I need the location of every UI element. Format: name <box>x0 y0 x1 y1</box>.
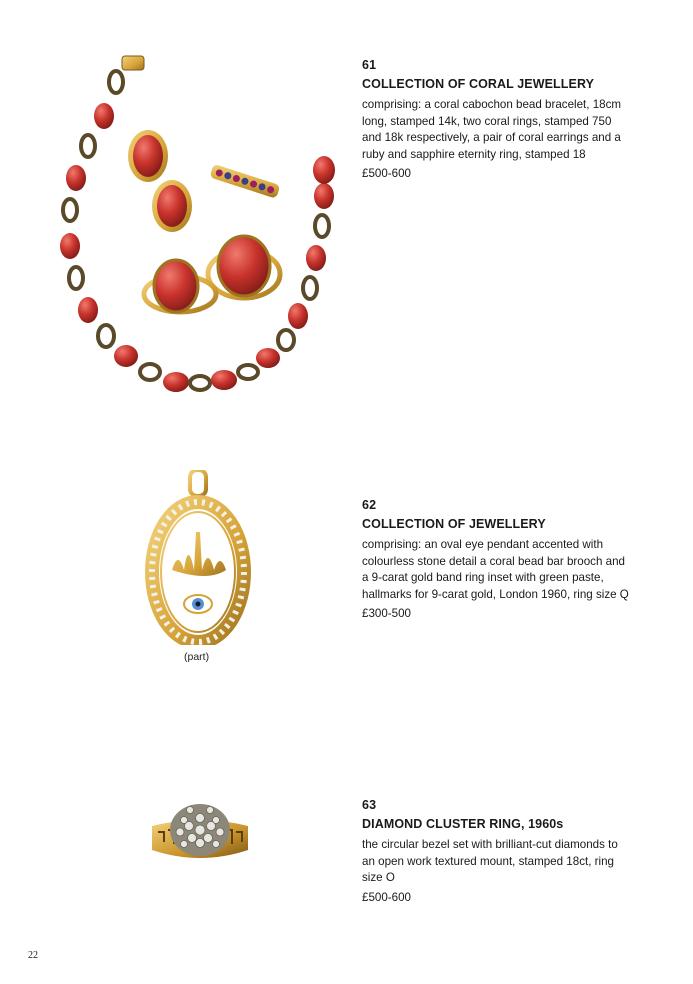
lot-estimate: £500-600 <box>362 167 411 180</box>
lot-description: comprising: an oval eye pendant accented with colourless stone detail a coral bead bar brooch and a 9-carat gold band ring inset with green paste, hallmarks for 9-carat gold, London 1960, ring size Q <box>362 538 629 601</box>
lot-number: 61 <box>362 58 377 72</box>
coral-jewellery-icon <box>52 48 352 398</box>
lot-62 <box>362 498 632 620</box>
page-number: 22 <box>28 950 38 961</box>
lot-description: the circular bezel set with brilliant-cut diamonds to an open work textured mount, stamped 18ct, ring size O <box>362 838 618 884</box>
lot-61-image <box>52 48 352 398</box>
lot-number: 63 <box>362 798 377 812</box>
lot-63 <box>362 798 632 904</box>
lot-title: COLLECTION OF JEWELLERY <box>362 517 546 531</box>
lot-61 <box>362 58 632 180</box>
lot-estimate: £500-600 <box>362 890 411 904</box>
diamond-ring-icon <box>148 796 252 866</box>
eye-pendant-icon <box>138 470 258 645</box>
lot-estimate: £300-500 <box>362 607 411 620</box>
image-caption: (part) <box>184 651 210 663</box>
lot-63-image <box>148 796 252 866</box>
lot-title: COLLECTION OF CORAL JEWELLERY <box>362 77 595 91</box>
lot-title: DIAMOND CLUSTER RING, 1960s <box>362 817 564 831</box>
lot-description: comprising: a coral cabochon bead bracelet, 18cm long, stamped 14k, two coral rings, stamped 750 and 18k respectively, a pair of coral earrings and a ruby and sapphire eternity ring, stamped 18 <box>362 98 622 161</box>
lot-number: 62 <box>362 498 377 512</box>
lot-62-image <box>138 470 258 645</box>
